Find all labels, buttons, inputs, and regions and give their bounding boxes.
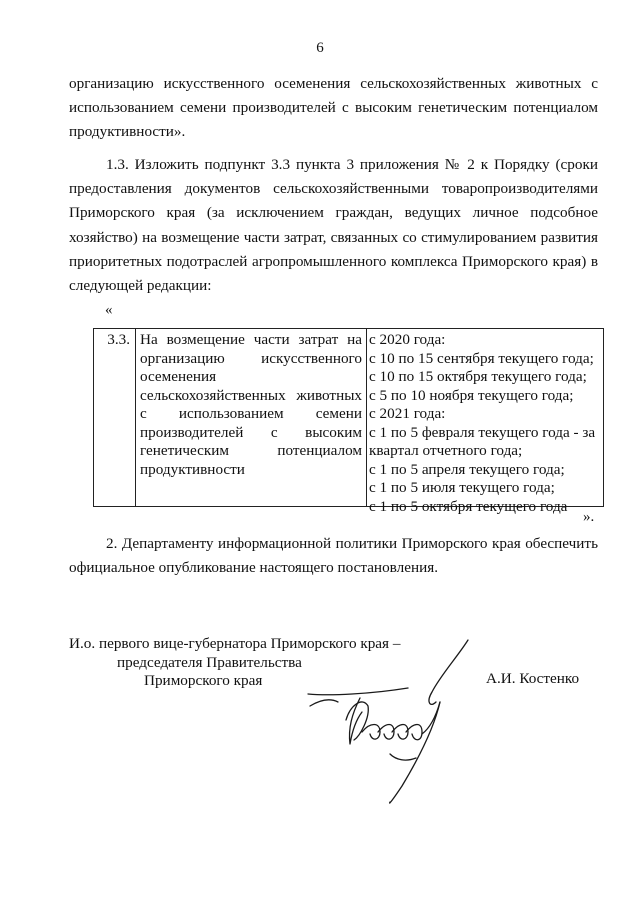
table-cell-number: 3.3. xyxy=(107,331,130,348)
term-line: с 1 по 5 апреля текущего года; xyxy=(369,460,565,478)
paragraph-1-3: 1.3. Изложить подпункт 3.3 пункта 3 приложения № 2 к Порядку (сроки предоставления документов сельскохозяйственными товаропроизводителями Приморского края (за исключением граждан, ведущих личное подсобное хозяйство) на возмещение части затрат, связанных со стимулированием развития приоритетных подотраслей агропромышленного комплекса Приморского края) в следующей редакции: xyxy=(69,156,598,295)
signatory-name: А.И. Костенко xyxy=(486,670,580,687)
term-line: с 10 по 15 сентября текущего года; xyxy=(369,349,594,367)
closing-quote: ». xyxy=(583,509,595,525)
table-cell-description: На возмещение части затрат на организацию искусственного осеменения сельскохозяйственных животных с использованием семени производителей с высоким генетическим потенциалом продуктивности xyxy=(140,331,362,478)
paragraph-continuation: организацию искусственного осеменения сельскохозяйственных животных с использованием семени производителей с высоким генетическим потенциалом продуктивности». xyxy=(69,75,598,141)
term-line: квартал отчетного года; xyxy=(369,442,523,459)
opening-quote: « xyxy=(105,302,113,318)
signatory-line-1: И.о. первого вице-губернатора Приморского края – xyxy=(69,635,401,652)
page-number: 6 xyxy=(316,40,324,56)
table-divider xyxy=(366,329,367,506)
term-line: с 1 по 5 июля текущего года; xyxy=(369,479,555,496)
term-line: с 2020 года: xyxy=(369,331,446,348)
table-cell-terms xyxy=(369,331,601,516)
signatory-line-3: Приморского края xyxy=(144,672,263,689)
term-line: с 1 по 5 октября текущего года xyxy=(369,497,568,515)
term-line: с 10 по 15 октября текущего года; xyxy=(369,368,587,385)
term-line: с 1 по 5 февраля текущего года - за xyxy=(369,423,596,441)
term-line: с 5 по 10 ноября текущего года; xyxy=(369,386,574,404)
handwritten-signature xyxy=(290,636,470,811)
signatory-line-2: председателя Правительства xyxy=(117,653,302,671)
schedule-table xyxy=(93,328,604,515)
table-divider xyxy=(135,329,136,506)
term-line: с 2021 года: xyxy=(369,405,446,422)
paragraph-2: 2. Департаменту информационной политики Приморского края обеспечить официальное опубликование настоящего постановления. xyxy=(69,535,598,577)
